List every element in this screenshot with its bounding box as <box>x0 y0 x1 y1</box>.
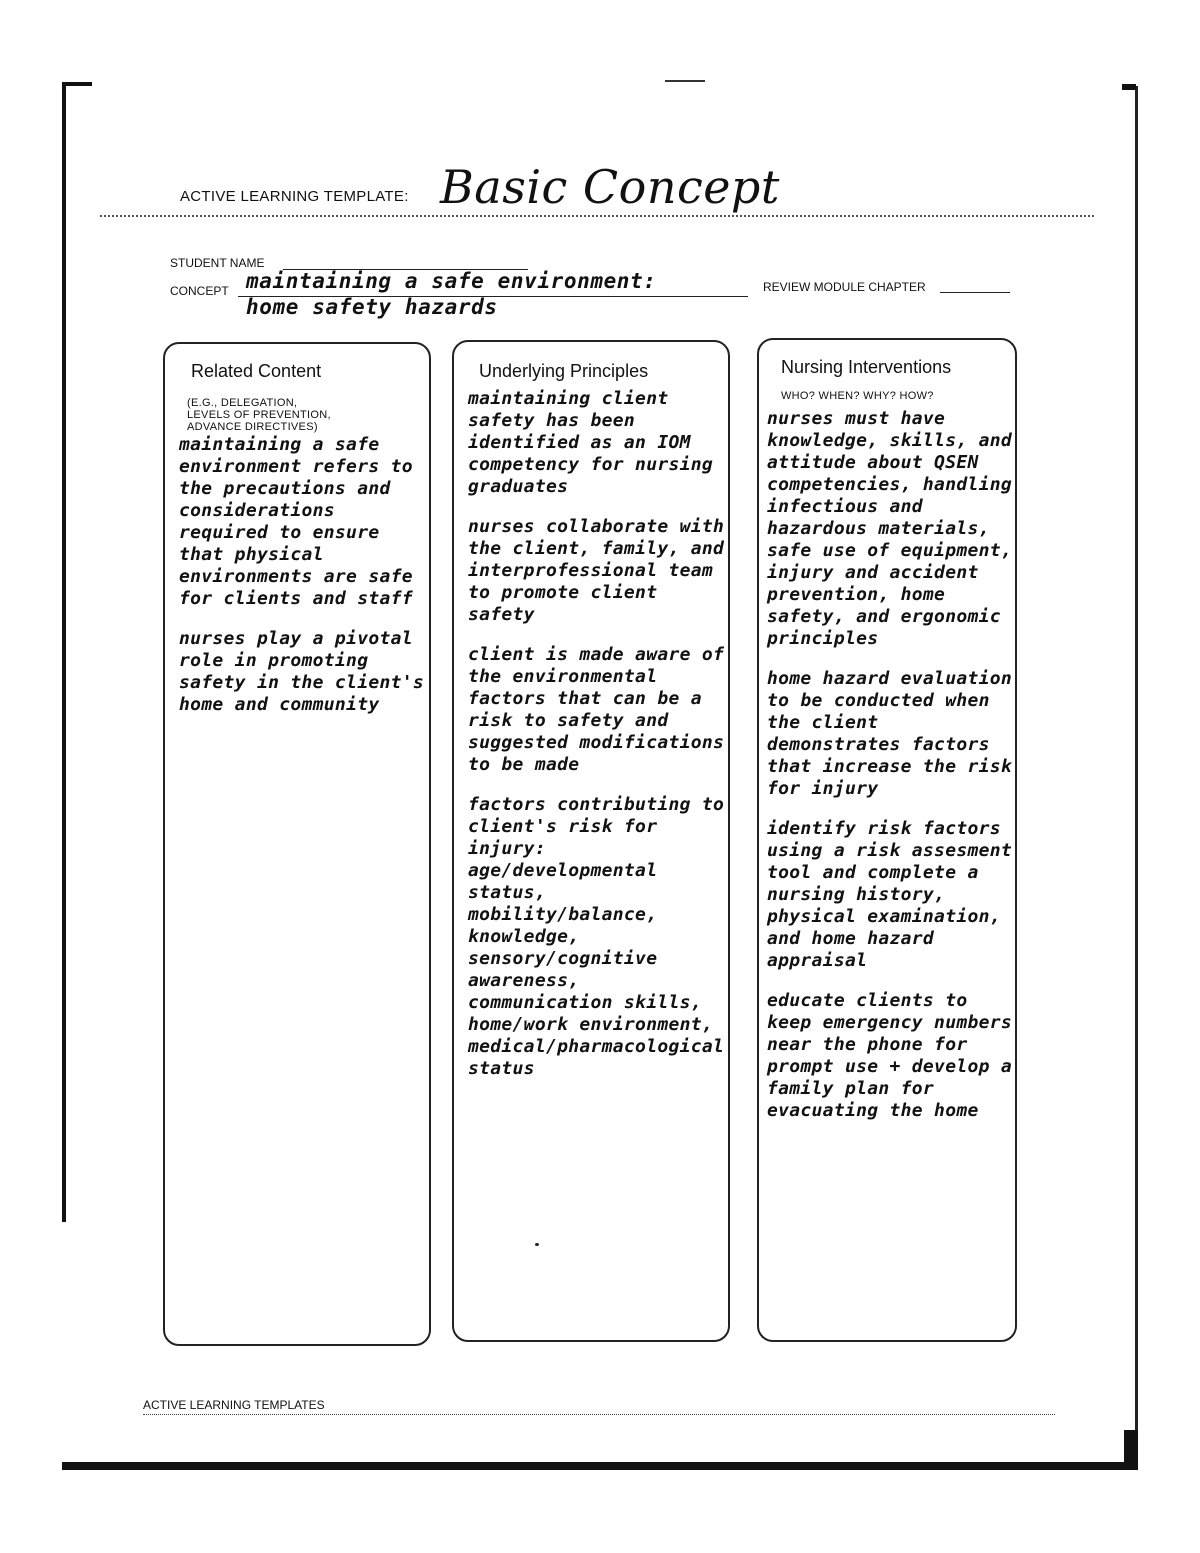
nursing-interventions-entries[interactable] <box>767 408 1019 1140</box>
underlying-principles-title: Underlying Principles <box>479 361 649 381</box>
nursing-interventions-entry: nurses must have knowledge, skills, and attitude about QSEN competencies, handling infectious and hazardous materials, safe use of equipment, injury and accident prevention, home safety, and ergonomic principles <box>767 408 1013 649</box>
nursing-interventions-entry: educate clients to keep emergency numbers near the phone for prompt use + develop a family plan for evacuating the home <box>767 990 1013 1121</box>
scan-border-top-left <box>62 82 92 86</box>
related-content-entries[interactable] <box>179 434 431 734</box>
nursing-interventions-entry: home hazard evaluation to be conducted when the client demonstrates factors that increase the risk for injury <box>767 668 1013 799</box>
related-content-subtitle: (E.G., DELEGATION, LEVELS OF PREVENTION, ADVANCE DIRECTIVES) <box>187 397 331 433</box>
header-divider <box>100 215 1094 217</box>
nursing-interventions-box <box>757 338 1017 1342</box>
page-title: Basic Concept <box>440 160 780 214</box>
footer-label: ACTIVE LEARNING TEMPLATES <box>143 1398 325 1412</box>
nursing-interventions-subtitle: WHO? WHEN? WHY? HOW? <box>781 390 934 402</box>
scan-border-right-mark <box>1122 84 1136 90</box>
related-content-box <box>163 342 431 1346</box>
scan-border-bottom-right <box>1124 1430 1138 1470</box>
scan-border-left <box>62 82 66 1222</box>
underlying-principles-entries[interactable] <box>468 388 730 1098</box>
nursing-interventions-title: Nursing Interventions <box>781 357 952 377</box>
student-name-label: STUDENT NAME <box>170 256 265 270</box>
review-module-chapter-label: REVIEW MODULE CHAPTER <box>763 280 926 294</box>
nursing-interventions-entry: identify risk factors using a risk assesment tool and complete a nursing history, physical examination, and home hazard appraisal <box>767 818 1013 971</box>
scan-border-bottom <box>62 1462 1138 1470</box>
scan-mark-top <box>665 80 705 82</box>
underlying-principles-entry: nurses collaborate with the client, family, and interprofessional team to promote client safety <box>468 516 725 625</box>
review-module-chapter-field[interactable] <box>940 292 1010 293</box>
underlying-principles-entry: factors contributing to client's risk for injury: age/developmental status, mobility/balance, knowledge, sensory/cognitive awareness, communication skills, home/work environment, medical/pharmacological status <box>468 794 725 1079</box>
footer-divider <box>143 1414 1055 1415</box>
related-content-entry: maintaining a safe environment refers to the precautions and considerations required to ensure that physical environments are safe for clients and staff <box>179 434 413 609</box>
related-content-title: Related Content <box>191 361 322 381</box>
scan-speck <box>535 1243 539 1246</box>
underlying-principles-entry: client is made aware of the environmental factors that can be a risk to safety and suggested modifications to be made <box>468 644 725 775</box>
underlying-principles-entry: maintaining client safety has been identified as an IOM competency for nursing graduates <box>468 388 714 497</box>
underlying-principles-box <box>452 340 730 1342</box>
scan-border-right <box>1135 86 1138 1466</box>
concept-value[interactable]: maintaining a safe environment: home safety hazards <box>246 269 657 319</box>
related-content-entry: nurses play a pivotal role in promoting safety in the client's home and community <box>179 628 425 715</box>
concept-label: CONCEPT <box>170 284 229 298</box>
template-label: ACTIVE LEARNING TEMPLATE: <box>180 188 409 205</box>
